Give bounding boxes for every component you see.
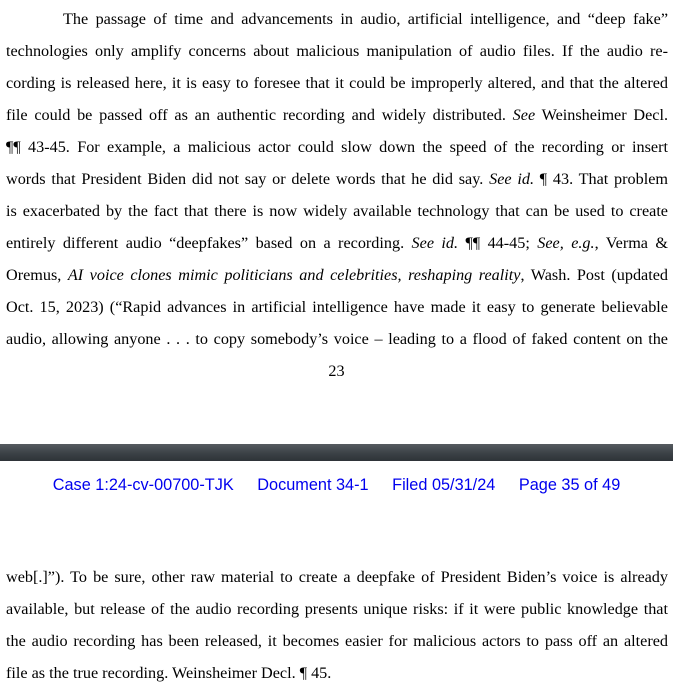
text-segment: , Verma & bbox=[594, 234, 669, 252]
text-segment: ¶¶ 44-45; bbox=[458, 234, 538, 252]
text-segment: is exacerbated by the fact that there is now widely available technology that can be used to create bbox=[6, 202, 668, 220]
italic-text-segment: See id. bbox=[411, 234, 459, 252]
text-segment: the audio recording has been released, it becomes easier for malicious actors to pass off an altered bbox=[6, 632, 668, 650]
court-filing-stamp bbox=[0, 475, 673, 495]
stamp-document-number: Document 34-1 bbox=[257, 476, 369, 494]
text-segment: words that President Biden did not say or delete words that he did say. bbox=[6, 170, 490, 188]
text-line bbox=[6, 323, 668, 355]
text-segment: ¶ 43. That problem bbox=[534, 170, 668, 188]
text-segment: audio, allowing anyone . . . to copy somebody’s voice – leading to a flood of faked content on the bbox=[6, 330, 668, 348]
stamp-page-indicator: Page 35 of 49 bbox=[518, 476, 621, 494]
text-segment: , Wash. Post (updated bbox=[520, 266, 668, 284]
text-segment: web[.]”). To be sure, other raw material to create a deepfake of President Biden’s voice is already bbox=[6, 568, 668, 586]
italic-text-segment: AI voice clones mimic politicians and celebrities, reshaping reality bbox=[67, 266, 521, 284]
italic-text-segment: See bbox=[512, 106, 536, 124]
text-segment: Oct. 15, 2023) (“Rapid advances in artificial intelligence have made it easy to generate believable bbox=[6, 298, 668, 316]
text-segment: file as the true recording. Weinsheimer Decl. ¶ 45. bbox=[6, 664, 332, 682]
text-segment: cording is released here, it is easy to foresee that it could be improperly altered, and that the altered bbox=[6, 74, 668, 92]
text-line bbox=[6, 195, 668, 227]
italic-text-segment: See id. bbox=[489, 170, 534, 188]
text-line bbox=[6, 35, 668, 67]
stamp-filed-date: Filed 05/31/24 bbox=[392, 476, 496, 494]
text-line bbox=[6, 561, 668, 593]
text-line bbox=[6, 593, 668, 625]
text-segment: Weinsheimer Decl. bbox=[535, 106, 668, 124]
stamp-case-number: Case 1:24-cv-00700-TJK bbox=[52, 476, 234, 494]
text-line bbox=[6, 131, 668, 163]
text-segment: ¶¶ 43-45. For example, a malicious actor could slow down the speed of the recording or insert bbox=[6, 138, 668, 156]
text-line bbox=[6, 657, 668, 689]
page-number: 23 bbox=[328, 362, 345, 380]
page-23-text-block bbox=[6, 3, 668, 355]
text-segment: file could be passed off as an authentic recording and widely distributed. bbox=[6, 106, 513, 124]
text-line bbox=[6, 99, 668, 131]
text-segment: entirely different audio “deepfakes” based on a recording. bbox=[6, 234, 412, 252]
page-24-text-block bbox=[6, 561, 668, 689]
text-line bbox=[6, 291, 668, 323]
page-separator-bar bbox=[0, 444, 673, 461]
text-segment: technologies only amplify concerns about malicious manipulation of audio files. If the audio re- bbox=[6, 42, 668, 60]
text-line bbox=[6, 67, 668, 99]
text-line bbox=[6, 259, 668, 291]
text-line bbox=[6, 625, 668, 657]
text-line bbox=[6, 3, 668, 35]
text-line bbox=[6, 163, 668, 195]
text-segment: Oremus, bbox=[6, 266, 68, 284]
text-segment: The passage of time and advancements in audio, artificial intelligence, and “deep fake” bbox=[63, 10, 668, 28]
italic-text-segment: See, e.g. bbox=[537, 234, 595, 252]
text-line bbox=[6, 227, 668, 259]
text-segment: available, but release of the audio recording presents unique risks: if it were public knowledge that bbox=[6, 600, 668, 618]
